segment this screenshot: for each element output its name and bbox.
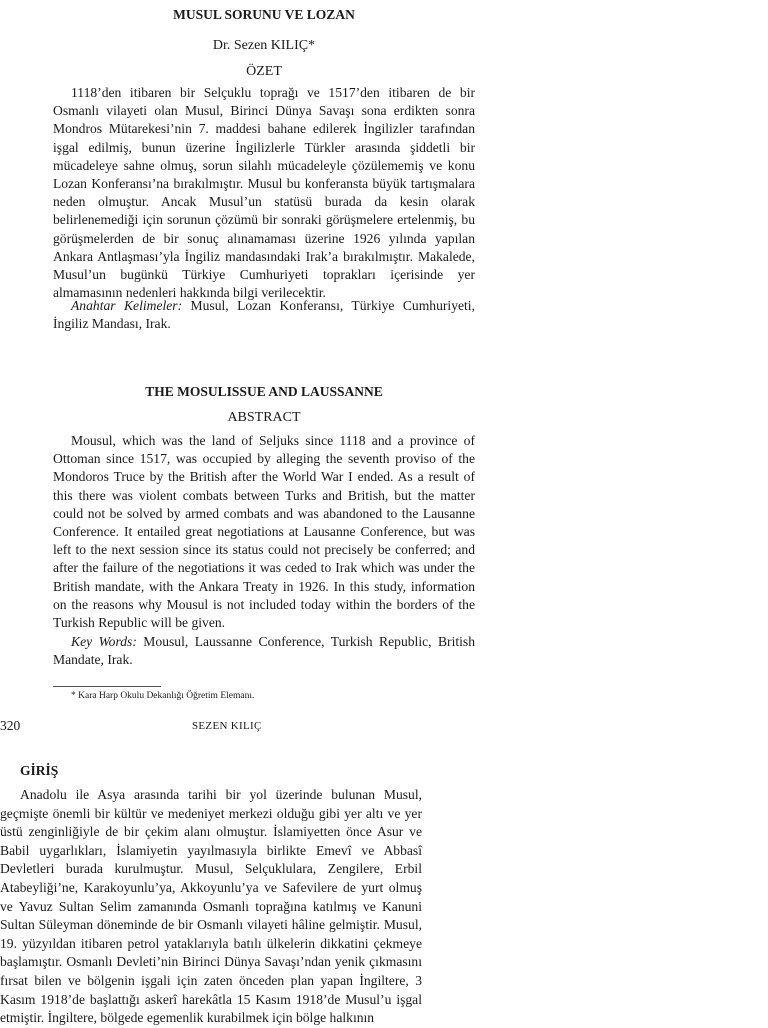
running-head: SEZEN KILIÇ — [192, 720, 262, 732]
turkish-keywords-text: Musul, Lozan Konferansı, Türkiye Cumhuriyeti, İngiliz Mandası, Irak. — [53, 298, 475, 332]
english-keywords-text: Mousul, Laussanne Conference, Turkish Republic, British Mandate, Irak. — [53, 634, 475, 668]
english-keywords — [53, 633, 475, 669]
section-body-text: Anadolu ile Asya arasında tarihi bir yol üzerinde bulunan Musul, geçmişte önemli bir kültür ve medeniyet merkezi olduğu gibi yer altı ve yer üstü zenginliğiyle de bir çekim alanı olmuştur. İslamiyetten önce Asur ve Babil uygarlıkları, İslamiyetin yayılmasıyla birlikte Emevî ve Abbasî Devletleri burada kurulmuştur. Musul, Selçuklulara, Zengilere, Erbil Atabeyliği’ne, Karakoyunlu’ya, Akkoyunlu’ya ve Safevilere de yurt olmuş ve Yavuz Sultan Selim zamanında Osmanlı toprağına katılmış ve Kanuni Sultan Süleyman döneminde de bir Osmanlı vilayeti hâline gelmiştir. Musul, 19. yüzyıldan itibaren petrol yataklarıyla batılı ülkelerin dikkatini çekmeye başlamıştır. Osmanlı Devleti’nin Birinci Dünya Savaşı’ndan yenik çıkmasını fırsat bilen ve bölgenin işgali için zaten önceden plan yapan İngiltere, 3 Kasım 1918’de başlattığı askerî harekâtla 15 Kasım 1918’de Musul’u işgal etmiştir. İngiltere, bölgede egemenlik kurabilmek için bölge halkının — [0, 787, 422, 1026]
english-abstract-heading: ABSTRACT — [227, 410, 301, 425]
footnote: * Kara Harp Okulu Dekanlığı Öğretim Elemanı. — [71, 691, 255, 701]
page-number: 320 — [0, 718, 21, 733]
english-title: THE MOSULISSUE AND LAUSSANNE — [145, 384, 383, 399]
turkish-keywords-label: Anahtar Kelimeler: — [71, 298, 183, 313]
english-keywords-label: Key Words: — [71, 634, 137, 649]
turkish-abstract-text: 1118’den itibaren bir Selçuklu toprağı ve 1517’den itibaren de bir Osmanlı vilayeti olan Musul, Birinci Dünya Savaşı sona erdikten sonra Mondros Mütarekesi’nin 7. maddesi bahane edilerek İngilizler tarafından işgal edilmiş, bunun üzerine İngilizlerle Türkler arasında şiddetli bir mücadeleye sahne olmuş, sorun silahlı mücadeleyle çözülememiş ve konu Lozan Konferansı’na bırakılmıştır. Musul bu konferansta büyük tartışmalara neden olmuştur. Ancak Musul’un statüsü burada da kesin olarak belirlenemediği için sorunun çözümü bir sonraki görüşmelere ertelenmiş, bu görüşmelerden de bir sonuç alınamaması üzerine 1926 yılında yapılan Ankara Antlaşması’yla İngiliz mandasındaki Irak’a bırakılmıştır. Makalede, Musul’un bugünkü Türkiye Cumhuriyeti toprakları içerisinde yer almamasının nedenleri hakkında bilgi verilecektir. — [53, 85, 475, 301]
author-name: Dr. Sezen KILIÇ* — [212, 38, 316, 53]
turkish-keywords — [53, 297, 475, 333]
turkish-title: MUSUL SORUNU VE LOZAN — [173, 7, 355, 22]
english-abstract-text: Mousul, which was the land of Seljuks since 1118 and a province of Ottoman since 1517, was occupied by alleging the seventh proviso of the Mondoros Truce by the British after the World War I ended. As a result of this there was violent combats between Turks and British, but the matter could not be solved by armed combats and was abandoned to the Lausanne Conference. It entailed great negotiations at Lausanne Conference, but was left to the next session since its status could not precisely be conferred; and after the failure of the negotiations it was ceded to Irak which was under the British mandate, with the Ankara Treaty in 1926. In this study, information on the reasons why Mousul is not included today within the borders of the Turkish Republic will be given. — [53, 433, 475, 631]
turkish-abstract-heading: ÖZET — [246, 64, 282, 79]
footnote-divider — [53, 686, 161, 687]
section-heading: GİRİŞ — [20, 763, 59, 778]
